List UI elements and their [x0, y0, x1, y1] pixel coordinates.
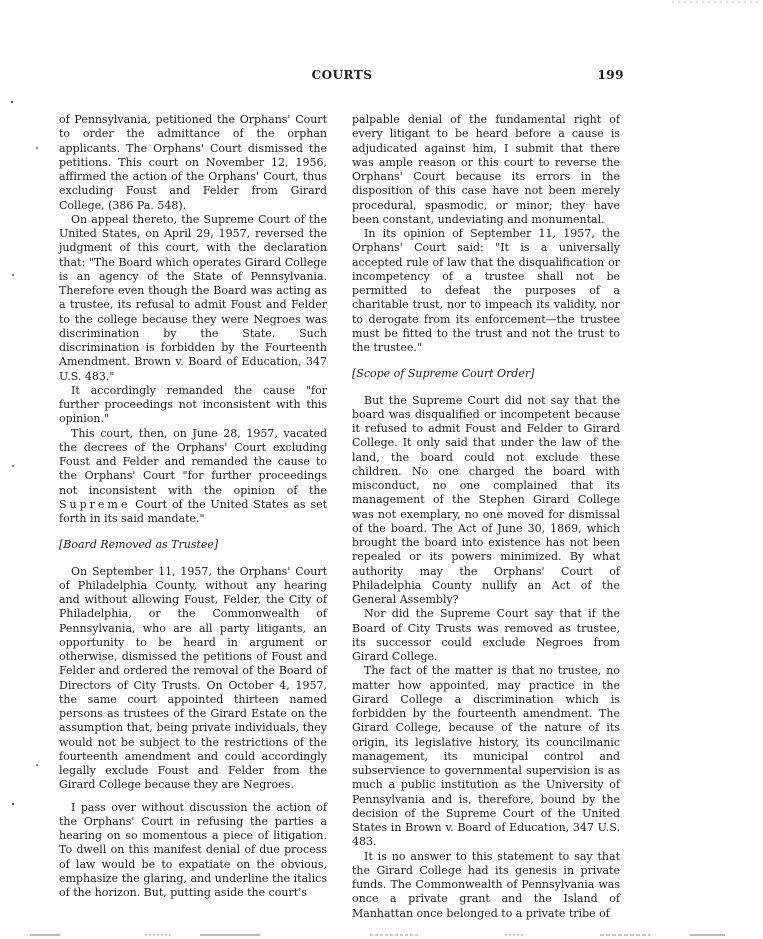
paragraph: On September 11, 1957, the Orphans' Court of Philadelphia County, without any hearing and without allowing Foust, Felder, the City of Philadelphia, or the Commonwealth of Pennsylvania, who are all party litigants, an opportunity to be heard in argument or otherwise, dismissed the petitions of Foust and Felder and ordered the removal of the Board of Directors of City Trusts. On October 4, 1957, the same court appointed thirteen named persons as trustees of the Girard Estate on the assumption that, being private individuals, they would not be subject to the restrictions of the fourteenth amendment and could accordingly legally exclude Foust and Felder from the Girard College because they are Negroes. — [59, 564, 327, 792]
paragraph: I pass over without discussion the action of the Orphans' Court in refusing the parties a hearing on so momentous a piece of litigation. To dwell on this manifest denial of due process of law would be to expatiate on the obvious, emphasize the glaring, and underline the italics of the horizon. But, putting aside the court's — [59, 800, 327, 899]
scan-speck — [12, 803, 14, 805]
running-head — [60, 68, 624, 88]
paragraph: The fact of the matter is that no trustee, no matter how appointed, may practice in the Girard College a discrimination which is forbidden by the fourteenth amendment. The Girard College, because of the nature of its origin, its legislative history, its councilmanic management, its municipal control and subservience to governmental supervision is as much a public institution as the University of Pennsylvania and is, therefore, bound by the decision of the Supreme Court of the United States in Brown v. Board of Education, 347 U.S. 483. — [352, 664, 620, 849]
paragraph: Nor did the Supreme Court say that if the Board of City Trusts was removed as trustee, its successor could exclude Negroes from Girard College. — [352, 607, 620, 663]
paragraph — [59, 427, 327, 527]
paragraph: But the Supreme Court did not say that the board was disqualified or incompetent because it refused to admit Foust and Felder to Girard College. It only said that under the law of the land, the board could not exclude these children. No one charged the board with misconduct, no one complained that its management of the Stephen Girard College was not exemplary, no one moved for dismissal of the board. The Act of June 30, 1869, which brought the board into existence has not been repealed or its powers minimized. By what authority may the Orphans' Court of Philadelphia County nullify an Act of the General Assembly? — [352, 393, 620, 606]
scan-speck — [12, 465, 14, 467]
running-title: COURTS — [311, 68, 373, 82]
section-heading: [Board Removed as Trustee] — [59, 538, 219, 552]
paragraph-text: Court of the United States as set forth in its said mandate." — [59, 497, 327, 525]
page-number: 199 — [597, 68, 624, 82]
right-column — [352, 113, 620, 921]
paragraph: It accordingly remanded the cause "for further proceedings not inconsistent with this opinion." — [59, 383, 327, 426]
scan-speck — [36, 147, 38, 149]
left-column — [59, 113, 327, 900]
paragraph: palpable denial of the fundamental right of every litigant to be heard before a cause is adjudicated against him, I submit that there was ample reason or this court to reverse the Orphans' Court because its errors in the disposition of this case have not been merely procedural, spasmodic, or minor; they have been constant, undeviating and monumental. — [352, 113, 620, 226]
scan-speck — [36, 764, 38, 766]
paragraph-text: This court, then, on June 28, 1957, vacated the decrees of the Orphans' Court excluding Foust and Felder and remanded the cause to the Orphans' Court "for further proceedings not inconsistent with the opinion of the — [59, 426, 327, 497]
section-heading: [Scope of Supreme Court Order] — [352, 367, 535, 381]
paragraph: In its opinion of September 11, 1957, the Orphans' Court said: "It is a universally accepted rule of law that the disqualification or incompetency of a trustee shall not be permitted to defeat the purposes of a charitable trust, nor to impeach its validity, nor to derogate from its enforcement—the trustee must be fitted to the trust and not the trust to the trustee." — [352, 227, 620, 354]
paragraph: of Pennsylvania, petitioned the Orphans' Court to order the admittance of the orphan applicants. The Orphans' Court dismissed the petitions. This court on November 12, 1956, affirmed the action of the Orphans' Court, thus excluding Foust and Felder from Girard College, (386 Pa. 548). — [59, 113, 327, 212]
scan-speck — [12, 274, 14, 276]
spaced-word: Supreme — [59, 497, 131, 511]
paragraph: On appeal thereto, the Supreme Court of the United States, on April 29, 1957, reversed the judgment of this court, with the declaration that: "The Board which operates Girard College is an agency of the State of Pennsylvania. Therefore even though the Board was acting as a trustee, its refusal to admit Foust and Felder to the college because they were Negroes was discrimination by the State. Such discrimination is forbidden by the Fourteenth Amendment. Brown v. Board of Education, 347 U.S. 483." — [59, 212, 327, 383]
paragraph: It is no answer to this statement to say that the Girard College had its genesis in private funds. The Commonwealth of Pennsylvania was once a private grant and the Island of Manhattan once belonged to a private tribe of — [352, 849, 620, 920]
scan-speck — [11, 101, 13, 103]
